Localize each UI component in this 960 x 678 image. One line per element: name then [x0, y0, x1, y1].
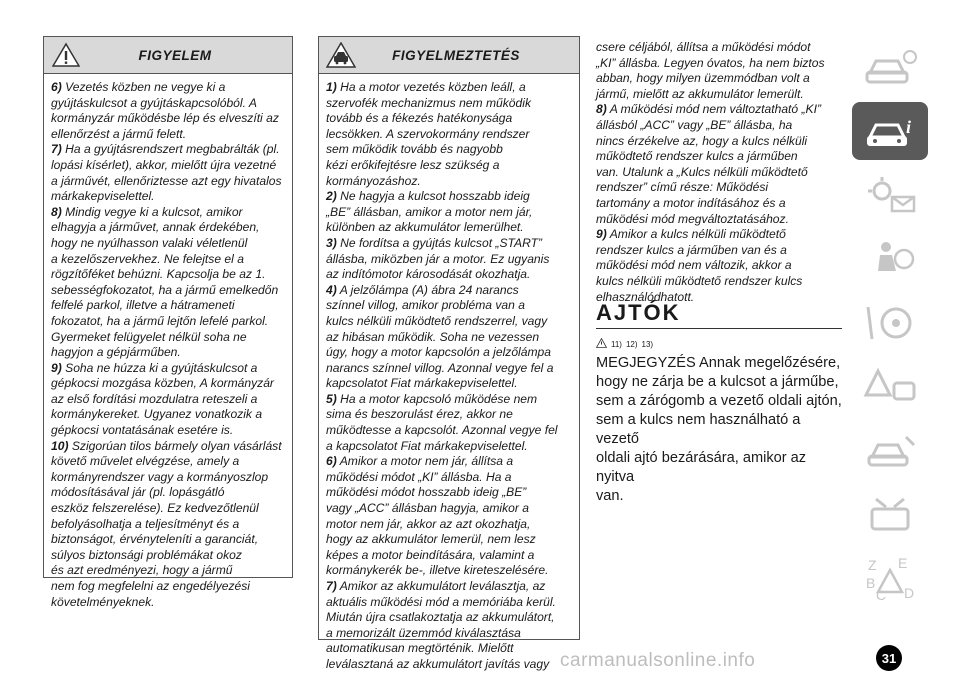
numbered-item — [326, 236, 573, 283]
item-text: Amikor a motor nem jár, állítsa a működési módot „KI” állásba. Ha a működési módot hosszabb ideig „BE” vagy „ACC” állásban hagyja, amikor a motor nem jár, akkor az azt okozhatja, hogy az akkumulátor lemerül, nem lesz képes a motor beindítására, valamint a kormánykerék be-, illetve kireteszelésére. — [326, 454, 549, 578]
item-number: 6) — [51, 80, 62, 94]
numbered-item — [326, 392, 573, 454]
section-title: AJTÓK — [596, 300, 842, 329]
svg-text:C: C — [876, 587, 887, 603]
car-active-info-icon[interactable] — [852, 102, 928, 160]
chapter-sidebar — [852, 38, 928, 614]
index-letters-icon[interactable] — [852, 550, 928, 608]
item-text: Ne fordítsa a gyújtás kulcsot „START” állásba, miközben jár a motor. Ez ugyanis az indítómotor károsodását okozhatja. — [326, 235, 550, 282]
caution-header — [319, 37, 579, 74]
warning-box — [43, 36, 293, 609]
ref-3: 13) — [641, 339, 654, 349]
caution-box — [318, 36, 580, 671]
item-number: 4) — [326, 282, 337, 297]
warning-body — [44, 74, 292, 610]
numbered-item — [326, 80, 573, 189]
numbered-item — [51, 439, 286, 611]
numbered-item — [51, 142, 286, 204]
item-number: 1) — [326, 80, 337, 94]
item-text: A jelzőlámpa (A) ábra 24 narancs színnel villog, amikor probléma van a kulcs nélküli működtető rendszerrel, vagy az hibásan működik. Soha ne vezessen úgy, hogy a motor kapcsolón a jelzőlámpa narancs színnel villog. Azonnal vegye fel a kapcsolatot Fiat márkakepviselettel. — [326, 282, 554, 391]
page-number: 31 — [876, 645, 902, 671]
car-info-icon[interactable] — [852, 38, 928, 96]
svg-text:E: E — [898, 555, 908, 571]
watermark: carmanualsonline.info — [560, 650, 756, 671]
svg-text:Z: Z — [868, 557, 877, 573]
item-number: 9) — [596, 227, 607, 242]
numbered-item — [326, 189, 573, 236]
steering-wheel-icon[interactable] — [852, 294, 928, 352]
item-text: Ha a motor kapcsoló működése nem sima és beszorulást érez, akkor ne működtesse a kapcsolót. Azonnal vegye fel a kapcsolatot Fiat márkakepviselettel. — [326, 391, 558, 453]
item-number: 7) — [51, 142, 62, 157]
item-text: Ha a gyújtásrendszert megbabrálták (pl. lopási kísérlet), akkor, mielőtt újra vezetné a járművét, ellenőriztesse azt egy hivatalos márkakepviselettel. — [51, 142, 282, 204]
item-text: A működési mód nem változtatható „KI” állásból „ACC” vagy „BE” állásba, ha nincs érzékelve az, hogy a kulcs nélküli működtető rendszer kulcs a járműben van. Utalunk a „Kulcs nélküli működtető rendszer” című része: Működési tartomány a motor indításához és a működési mód megváltoztatásához. — [596, 102, 821, 226]
item-number: 9) — [51, 360, 62, 375]
item-number: 3) — [326, 235, 337, 250]
item-number: 7) — [326, 579, 337, 593]
numbered-item — [326, 283, 573, 392]
warning-title: FIGYELEM — [138, 47, 212, 63]
item-number: 8) — [51, 204, 62, 219]
item-text: Amikor a kulcs nélküli működtető rendszer kulcs a járműben van és a működési mód nem változik, akkor a kulcs nélküli működtető rendszer kulcs elhasználódhatott. — [596, 227, 803, 304]
numbered-item — [51, 361, 286, 439]
item-number: 10) — [51, 438, 69, 453]
item-text: Amikor az akkumulátort leválasztja, az aktuális működési mód a memóriába kerül. Miután újra csatlakoztatja az akkumulátort, a memorizált üzemmód kiválasztása automatikusan megtörténik. Mielőtt leválasztaná az akkumulátort javítás vagy — [326, 579, 556, 671]
numbered-item — [326, 454, 573, 579]
toolbox-icon[interactable] — [852, 486, 928, 544]
item-text: Szigorúan tilos bármely olyan vásárlást követő művelet elvégzése, amely a kormányrendszer vagy a kormányoszlop módosításával jár (pl. lopásgátló eszköz felszerelése). Ez kedvezőtlenül befolyásolhatja a teljesítményt és a biztonságot, érvényteleníti a garanciát, súlyos biztonsági problémákat okoz és azt eredményezi, hogy a jármű nem fog megfelelni az engedélyezési követelményeknek. — [51, 438, 282, 609]
column-three-items — [596, 102, 842, 305]
item-text: Ha a motor vezetés közben leáll, a szervofék mechanizmus nem működik tovább és a fékezés hatékonysága lecsökken. A szervokormány rendszer sem működik tovább és nagyobb kézi erőkifejtésre lesz szükség a kormányozáshoz. — [326, 80, 531, 188]
item-text: Ne hagyja a kulcsot hosszabb ideig „BE” állásban, amikor a motor nem jár, különben az akkumulátor lemerülhet. — [326, 189, 533, 235]
ref-2: 12) — [625, 339, 638, 349]
caution-body — [319, 74, 579, 673]
item-text: Soha ne húzza ki a gyújtáskulcsot a gépkocsi mozgása közben, A kormányzár az első fordítási mozdulatra reteszeli a kormánykereket. Ugyanez vonatkozik a gépkocsi vontatásának esetére is. — [51, 360, 274, 438]
reference-markers — [596, 338, 653, 350]
numbered-item — [596, 227, 842, 305]
item-number: 2) — [326, 189, 337, 204]
ref-1: 11) — [611, 339, 622, 349]
airbag-safety-icon[interactable] — [852, 230, 928, 288]
svg-text:D: D — [904, 585, 915, 601]
numbered-item — [51, 80, 286, 142]
continuation-text: csere céljából, állítsa a működési módot „KI” állásba. Legyen óvatos, ha nem biztos abban, hogy milyen üzemmódban volt a jármű, mielőtt az akkumulátor lemerült. — [596, 40, 825, 101]
road-warning-icon[interactable] — [852, 358, 928, 416]
car-caution-icon — [319, 37, 363, 73]
svg-text:i: i — [906, 117, 912, 137]
warning-triangle-icon — [44, 37, 88, 73]
svg-text:B: B — [866, 575, 876, 591]
numbered-item — [51, 205, 286, 361]
item-number: 8) — [596, 102, 607, 117]
warning-header — [44, 37, 292, 74]
small-warning-icon — [596, 338, 607, 350]
car-service-icon[interactable] — [852, 422, 928, 480]
numbered-item — [596, 102, 842, 227]
column-three-text — [596, 40, 842, 305]
lights-warning-icon[interactable] — [852, 166, 928, 224]
item-text: Mindig vegye ki a kulcsot, amikor elhagyja a járművet, annak érdekében, hogy ne nyúlhasson valaki véletlenül a kezelőszervekhez. Ne felejtse el a rögzítőféket behúzni. Kapcsolja be az 1. sebességfokozatot, ha a jármű emelkedőn felfelé parkol, illetve a hátrameneti fokozatot, ha a jármű lejtőn lefelé parkol. Gyermeket felügyelet nélkül soha ne hagyjon a gépjárműben. — [51, 204, 279, 360]
item-number: 5) — [326, 391, 337, 406]
caution-title: FIGYELMEZTETÉS — [392, 47, 520, 63]
item-number: 6) — [326, 454, 337, 469]
item-text: Vezetés közben ne vegye ki a gyújtáskulcsot a gyújtáskapcsolóból. A kormányzár működésbe lép és elveszíti az ellenőrzést a jármű felett. — [51, 80, 279, 141]
doors-note: MEGJEGYZÉS Annak megelőzésére, hogy ne zárja be a kulcsot a járműbe, sem a zárógomb a vezető oldali ajtón, sem a kulcs nem használható a vezető oldali ajtó bezárására, amikor az nyitva van. — [596, 355, 842, 504]
numbered-item — [326, 579, 573, 673]
